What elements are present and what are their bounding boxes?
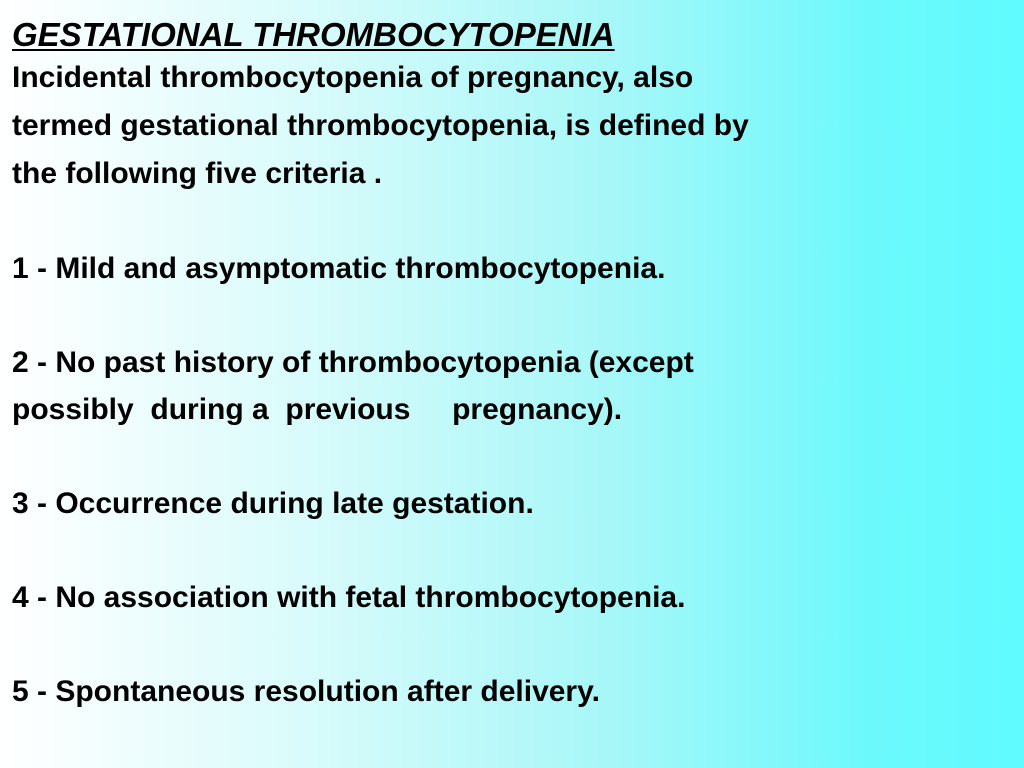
- criterion-line: 4 - No association with fetal thrombocytopenia.: [12, 581, 686, 614]
- intro-paragraph: [12, 54, 1012, 198]
- criterion-line: 5 - Spontaneous resolution after delivery.: [12, 675, 600, 708]
- criterion-line: 2 - No past history of thrombocytopenia (except: [12, 346, 694, 379]
- intro-line: termed gestational thrombocytopenia, is defined by: [12, 109, 749, 142]
- criteria-list: [12, 245, 1012, 715]
- intro-line: Incidental thrombocytopenia of pregnancy, also: [12, 61, 694, 94]
- criterion-line: 3 - Occurrence during late gestation.: [12, 487, 534, 520]
- criterion-5: [12, 668, 1012, 715]
- criterion-line: 1 - Mild and asymptomatic thrombocytopenia.: [12, 252, 666, 285]
- slide-content: [12, 16, 1012, 715]
- criterion-1: [12, 245, 1012, 292]
- criterion-3: [12, 480, 1012, 527]
- intro-line: the following five criteria .: [12, 157, 383, 190]
- slide-title: GESTATIONAL THROMBOCYTOPENIA: [12, 16, 615, 53]
- criterion-line: possibly during a previous pregnancy).: [12, 393, 623, 426]
- criterion-4: [12, 574, 1012, 621]
- criterion-2: [12, 339, 1012, 433]
